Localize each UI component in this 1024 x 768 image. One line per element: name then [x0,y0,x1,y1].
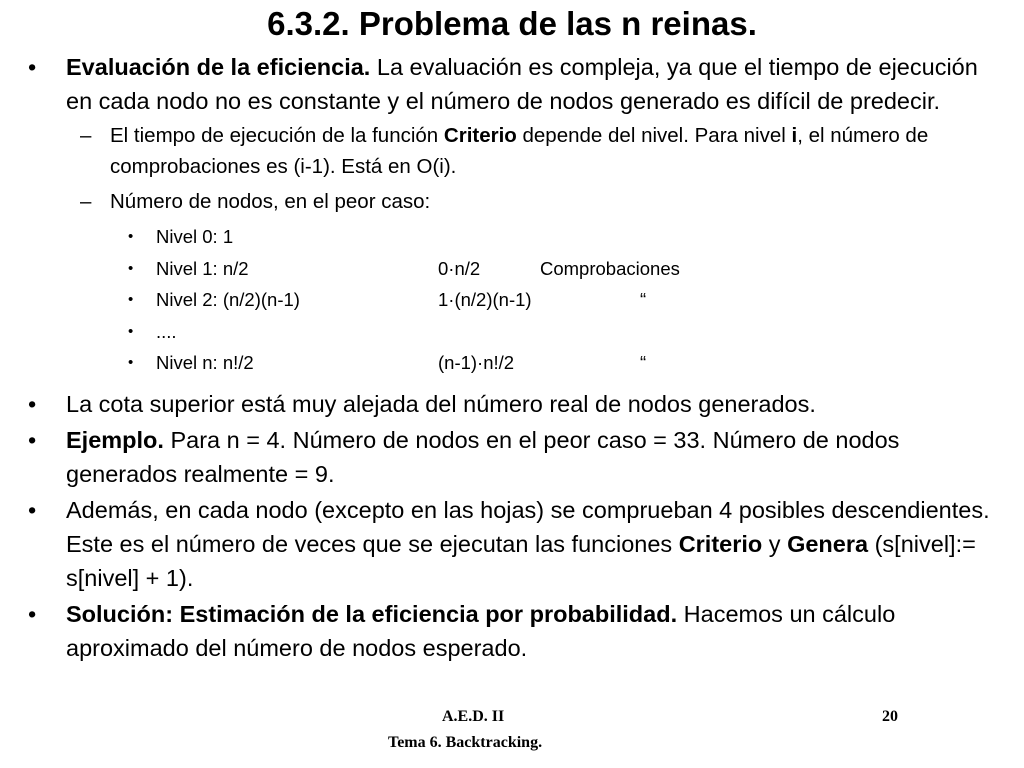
bullet-text: Además, en cada nodo (excepto en las hojas) se comprueban 4 posibles descendientes. Este es el número de veces que se ejecutan las funciones [66,496,990,557]
subbullet-text: depende del nivel. Para nivel [516,124,792,147]
footer-course: A.E.D. II [442,708,505,725]
level-note: “ [640,289,647,310]
bullet-heading: Solución: Estimación de la eficiencia por probabilidad. [66,600,678,627]
level-row [0,347,1024,379]
slide-body [0,50,1024,667]
bullet-text: Hacemos un cálculo aproximado del número de nodos esperado. [66,600,896,661]
genera-keyword: Genera [787,530,869,557]
bullet-solution [0,597,1024,665]
bullet-text: La evaluación es compleja, ya que el tiempo de ejecución en cada nodo no es constante y el número de nodos generado es difícil de predecir. [66,54,978,114]
bullet-text: y [762,530,788,557]
bullet-icon: • [28,600,37,627]
criterio-keyword: Criterio [678,530,763,557]
level-row [0,284,1024,316]
dash-icon: – [80,190,92,213]
small-bullet-icon: • [128,322,134,340]
bullet-upper-bound [0,387,1024,421]
level-row [0,221,1024,253]
level-checks: (n-1)·n!/2 [438,352,515,373]
level-note: Comprobaciones [540,257,680,279]
small-bullet-icon: • [128,228,134,245]
bullet-heading: Ejemplo. [66,426,164,453]
footer-page-number: 20 [882,708,898,725]
slide-title: 6.3.2. Problema de las n reinas. [267,5,757,42]
dash-icon: – [80,124,92,147]
level-nodes: Nivel 0: 1 [156,226,234,247]
bullet-heading: Evaluación de la eficiencia. [66,54,371,80]
bullet-text: (s[nivel]:= s[nivel] + 1). [66,530,976,591]
level-nodes: .... [156,320,177,342]
bullet-text: Para n = 4. Número de nodos en el peor caso = 33. Número de nodos generados realmente = 9. [66,426,900,487]
small-bullet-icon: • [128,354,134,371]
bullet-descendants [0,493,1024,595]
bullet-icon: • [28,496,37,523]
level-nodes: Nivel n: n!/2 [156,352,254,373]
small-bullet-icon: • [128,259,134,277]
level-checks: 0·n/2 [438,257,481,279]
subbullet-text: El tiempo de ejecución de la función [110,124,444,147]
subbullet-node-count [0,186,1024,217]
level-checks: 1·(n/2)(n-1) [438,289,532,310]
level-nodes: Nivel 2: (n/2)(n-1) [156,289,300,310]
bullet-icon: • [28,390,37,417]
bullet-efficiency-evaluation [0,50,1024,118]
level-row [0,316,1024,348]
bullet-text: La cota superior está muy alejada del número real de nodos generados. [66,390,816,417]
small-bullet-icon: • [128,291,134,308]
bullet-icon: • [28,426,37,453]
criterio-keyword: Criterio [443,124,517,147]
subbullet-text: Número de nodos, en el peor caso: [110,190,431,213]
level-note: “ [640,352,647,373]
level-row [0,253,1024,285]
level-variable: i [791,124,798,147]
bullet-icon: • [28,54,37,80]
bullet-example [0,423,1024,491]
subbullet-criterio-time [0,120,1024,182]
level-nodes: Nivel 1: n/2 [156,257,249,279]
subbullet-text: , el número de comprobaciones es (i-1). Está en O(i). [110,124,929,178]
footer-topic: Tema 6. Backtracking. [388,734,543,751]
